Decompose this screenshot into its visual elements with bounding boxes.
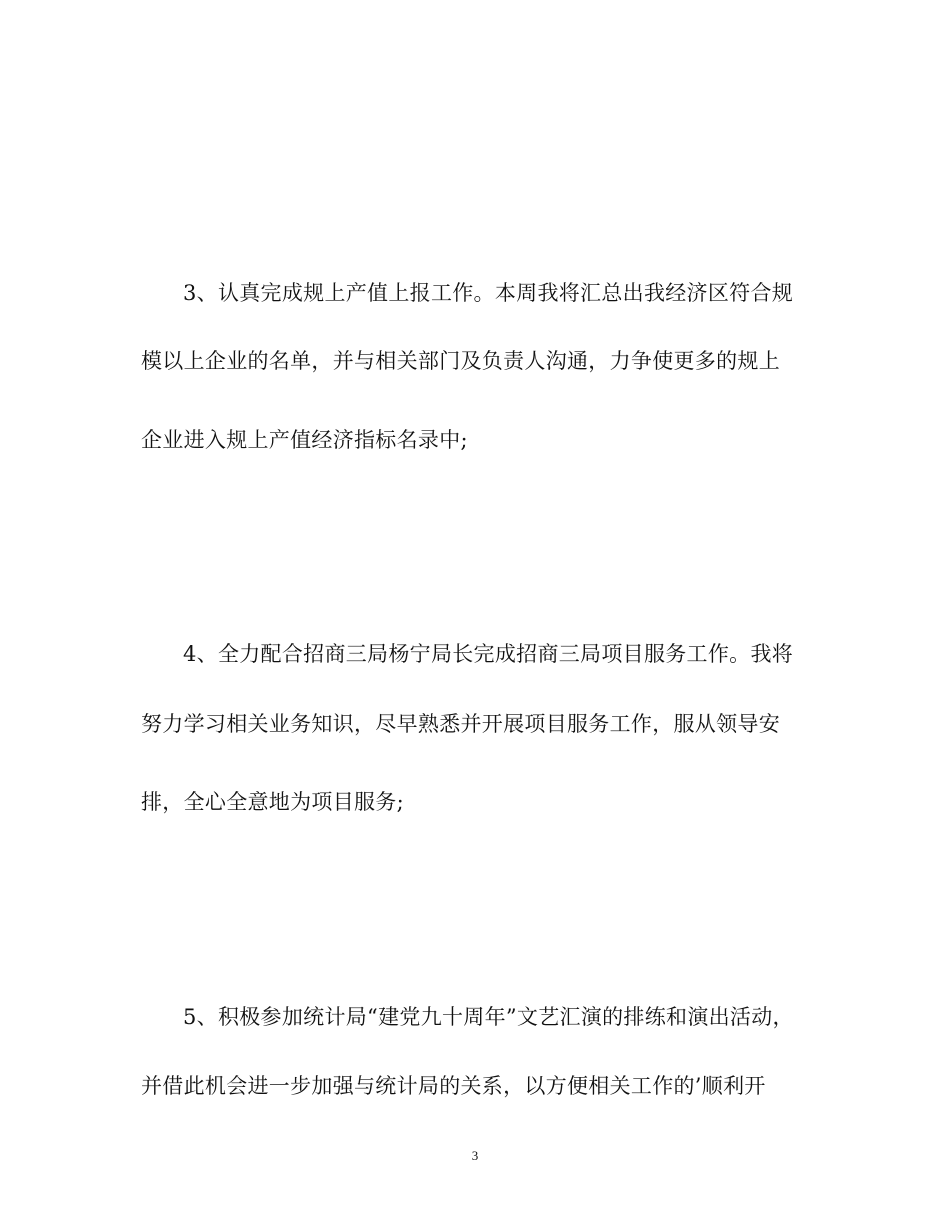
paragraph-5-line-1: 5、积极参加统计局“建党九十周年”文艺汇演的排练和演出活动，	[183, 1005, 794, 1029]
page-number: 3	[471, 1148, 479, 1163]
paragraph-3-line-1: 3、认真完成规上产值上报工作。本周我将汇总出我经济区符合规	[183, 281, 794, 305]
paragraph-4-line-1: 4、全力配合招商三局杨宁局长完成招商三局项目服务工作。我将	[183, 642, 794, 666]
paragraph-4-line-2: 努力学习相关业务知识，尽早熟悉并开展项目服务工作，服从领导安	[141, 712, 780, 736]
paragraph-4-line-3: 排，全心全意地为项目服务;	[141, 790, 404, 814]
paragraph-5-line-2: 并借此机会进一步加强与统计局的关系，以方便相关工作的’顺利开	[141, 1074, 766, 1098]
paragraph-3-line-3: 企业进入规上产值经济指标名录中;	[141, 428, 468, 452]
paragraph-3-line-2: 模以上企业的名单，并与相关部门及负责人沟通，力争使更多的规上	[141, 349, 780, 373]
